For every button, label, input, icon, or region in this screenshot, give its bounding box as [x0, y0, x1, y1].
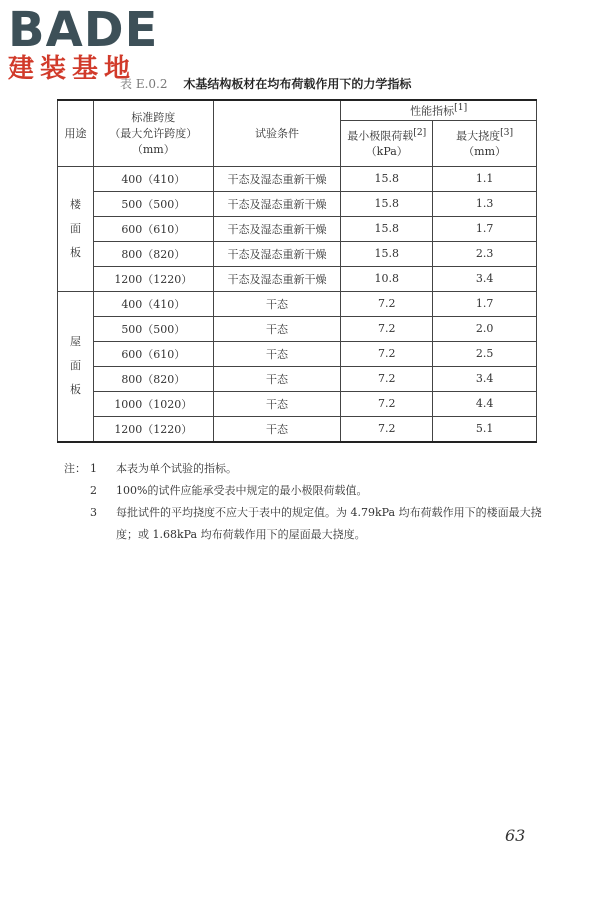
- note-text: 每批试件的平均挠度不应大于表中的规定值。为 4.79kPa 均布荷载作用下的楼面最大挠度；或 1.68kPa 均布荷载作用下的屋面最大挠度。: [116, 506, 542, 541]
- header-max-load: [341, 120, 433, 166]
- note-item: [64, 502, 544, 546]
- note-index: 2: [90, 484, 97, 497]
- cell-deflection: 2.3: [433, 241, 537, 266]
- table-row: [58, 366, 537, 391]
- cell-condition: 干态: [213, 391, 341, 416]
- cell-span: 1000（1020）: [93, 391, 213, 416]
- usage-char: 面: [69, 221, 81, 235]
- cell-condition: 干态及湿态重新干燥: [213, 216, 341, 241]
- cell-load: 15.8: [341, 216, 433, 241]
- header-performance: [341, 100, 537, 120]
- header-max-load-sup: [2]: [413, 126, 427, 138]
- table-number: 表 E.0.2: [120, 77, 168, 91]
- header-max-deflection-label: 最大挠度: [456, 129, 501, 143]
- header-max-deflection: [433, 120, 537, 166]
- note-index: 3: [90, 506, 97, 519]
- table-row: [58, 391, 537, 416]
- logo-subtitle: 建装基地: [8, 54, 137, 84]
- cell-deflection: 4.4: [433, 391, 537, 416]
- cell-condition: 干态: [213, 316, 341, 341]
- note-index: 1: [90, 462, 97, 475]
- header-max-deflection-sup: [3]: [500, 126, 514, 138]
- header-span-line3: （mm）: [131, 143, 175, 157]
- cell-load: 15.8: [341, 166, 433, 191]
- header-usage: 用途: [58, 100, 94, 166]
- cell-span: 1200（1220）: [93, 416, 213, 442]
- cell-condition: 干态: [213, 291, 341, 316]
- usage-char: 板: [69, 383, 81, 396]
- table-row: [58, 191, 537, 216]
- cell-load: 7.2: [341, 291, 433, 316]
- note-item: [64, 458, 544, 480]
- header-span-line2: （最大允许跨度）: [109, 127, 198, 141]
- usage-char: 面: [69, 359, 81, 372]
- cell-condition: 干态及湿态重新干燥: [213, 166, 341, 191]
- cell-condition: 干态及湿态重新干燥: [213, 266, 341, 291]
- usage-char: 板: [69, 245, 81, 259]
- cell-load: 10.8: [341, 266, 433, 291]
- usage-floor: [58, 166, 94, 291]
- header-max-load-label: 最小极限荷载: [347, 129, 414, 143]
- cell-condition: 干态: [213, 366, 341, 391]
- cell-deflection: 1.7: [433, 291, 537, 316]
- cell-span: 400（410）: [93, 166, 213, 191]
- cell-load: 7.2: [341, 391, 433, 416]
- cell-load: 7.2: [341, 416, 433, 442]
- cell-span: 500（500）: [93, 316, 213, 341]
- cell-deflection: 3.4: [433, 366, 537, 391]
- table-notes: [64, 458, 544, 546]
- usage-char: 楼: [69, 197, 81, 211]
- cell-load: 15.8: [341, 241, 433, 266]
- header-performance-sup: [1]: [454, 101, 468, 113]
- cell-span: 800（820）: [93, 366, 213, 391]
- note-text: 本表为单个试验的指标。: [116, 462, 237, 475]
- cell-deflection: 1.3: [433, 191, 537, 216]
- logo-wordmark: BADE: [8, 2, 159, 58]
- cell-condition: 干态及湿态重新干燥: [213, 241, 341, 266]
- notes-label: 注：: [64, 462, 86, 475]
- bade-logo: [8, 2, 178, 84]
- cell-deflection: 1.1: [433, 166, 537, 191]
- header-span-line1: 标准跨度: [131, 111, 176, 125]
- cell-load: 7.2: [341, 366, 433, 391]
- cell-load: 15.8: [341, 191, 433, 216]
- cell-load: 7.2: [341, 341, 433, 366]
- header-performance-label: 性能指标: [410, 104, 455, 118]
- header-condition: 试验条件: [213, 100, 341, 166]
- table-row: [58, 291, 537, 316]
- table-row: [58, 241, 537, 266]
- cell-deflection: 2.5: [433, 341, 537, 366]
- usage-roof: [58, 291, 94, 442]
- cell-condition: 干态: [213, 341, 341, 366]
- mechanical-index-table: [57, 99, 537, 443]
- table-row: [58, 416, 537, 442]
- table-row: [58, 316, 537, 341]
- page-number: 63: [505, 826, 526, 845]
- usage-char: 屋: [69, 335, 81, 348]
- cell-deflection: 1.7: [433, 216, 537, 241]
- header-span: [93, 100, 213, 166]
- cell-span: 1200（1220）: [93, 266, 213, 291]
- cell-span: 800（820）: [93, 241, 213, 266]
- table-title: 木基结构板材在均布荷载作用下的力学指标: [183, 77, 412, 91]
- table-row: [58, 341, 537, 366]
- header-max-load-unit: （kPa）: [365, 145, 408, 159]
- table-row: [58, 166, 537, 191]
- cell-deflection: 2.0: [433, 316, 537, 341]
- note-item: [64, 480, 544, 502]
- cell-deflection: 3.4: [433, 266, 537, 291]
- table-row: [58, 266, 537, 291]
- cell-span: 600（610）: [93, 341, 213, 366]
- cell-deflection: 5.1: [433, 416, 537, 442]
- cell-load: 7.2: [341, 316, 433, 341]
- header-max-deflection-unit: （mm）: [463, 145, 507, 159]
- note-text: 100%的试件应能承受表中规定的最小极限荷载值。: [116, 484, 368, 497]
- table-caption: [120, 76, 550, 92]
- cell-condition: 干态及湿态重新干燥: [213, 191, 341, 216]
- cell-condition: 干态: [213, 416, 341, 442]
- cell-span: 600（610）: [93, 216, 213, 241]
- cell-span: 500（500）: [93, 191, 213, 216]
- cell-span: 400（410）: [93, 291, 213, 316]
- table-row: [58, 216, 537, 241]
